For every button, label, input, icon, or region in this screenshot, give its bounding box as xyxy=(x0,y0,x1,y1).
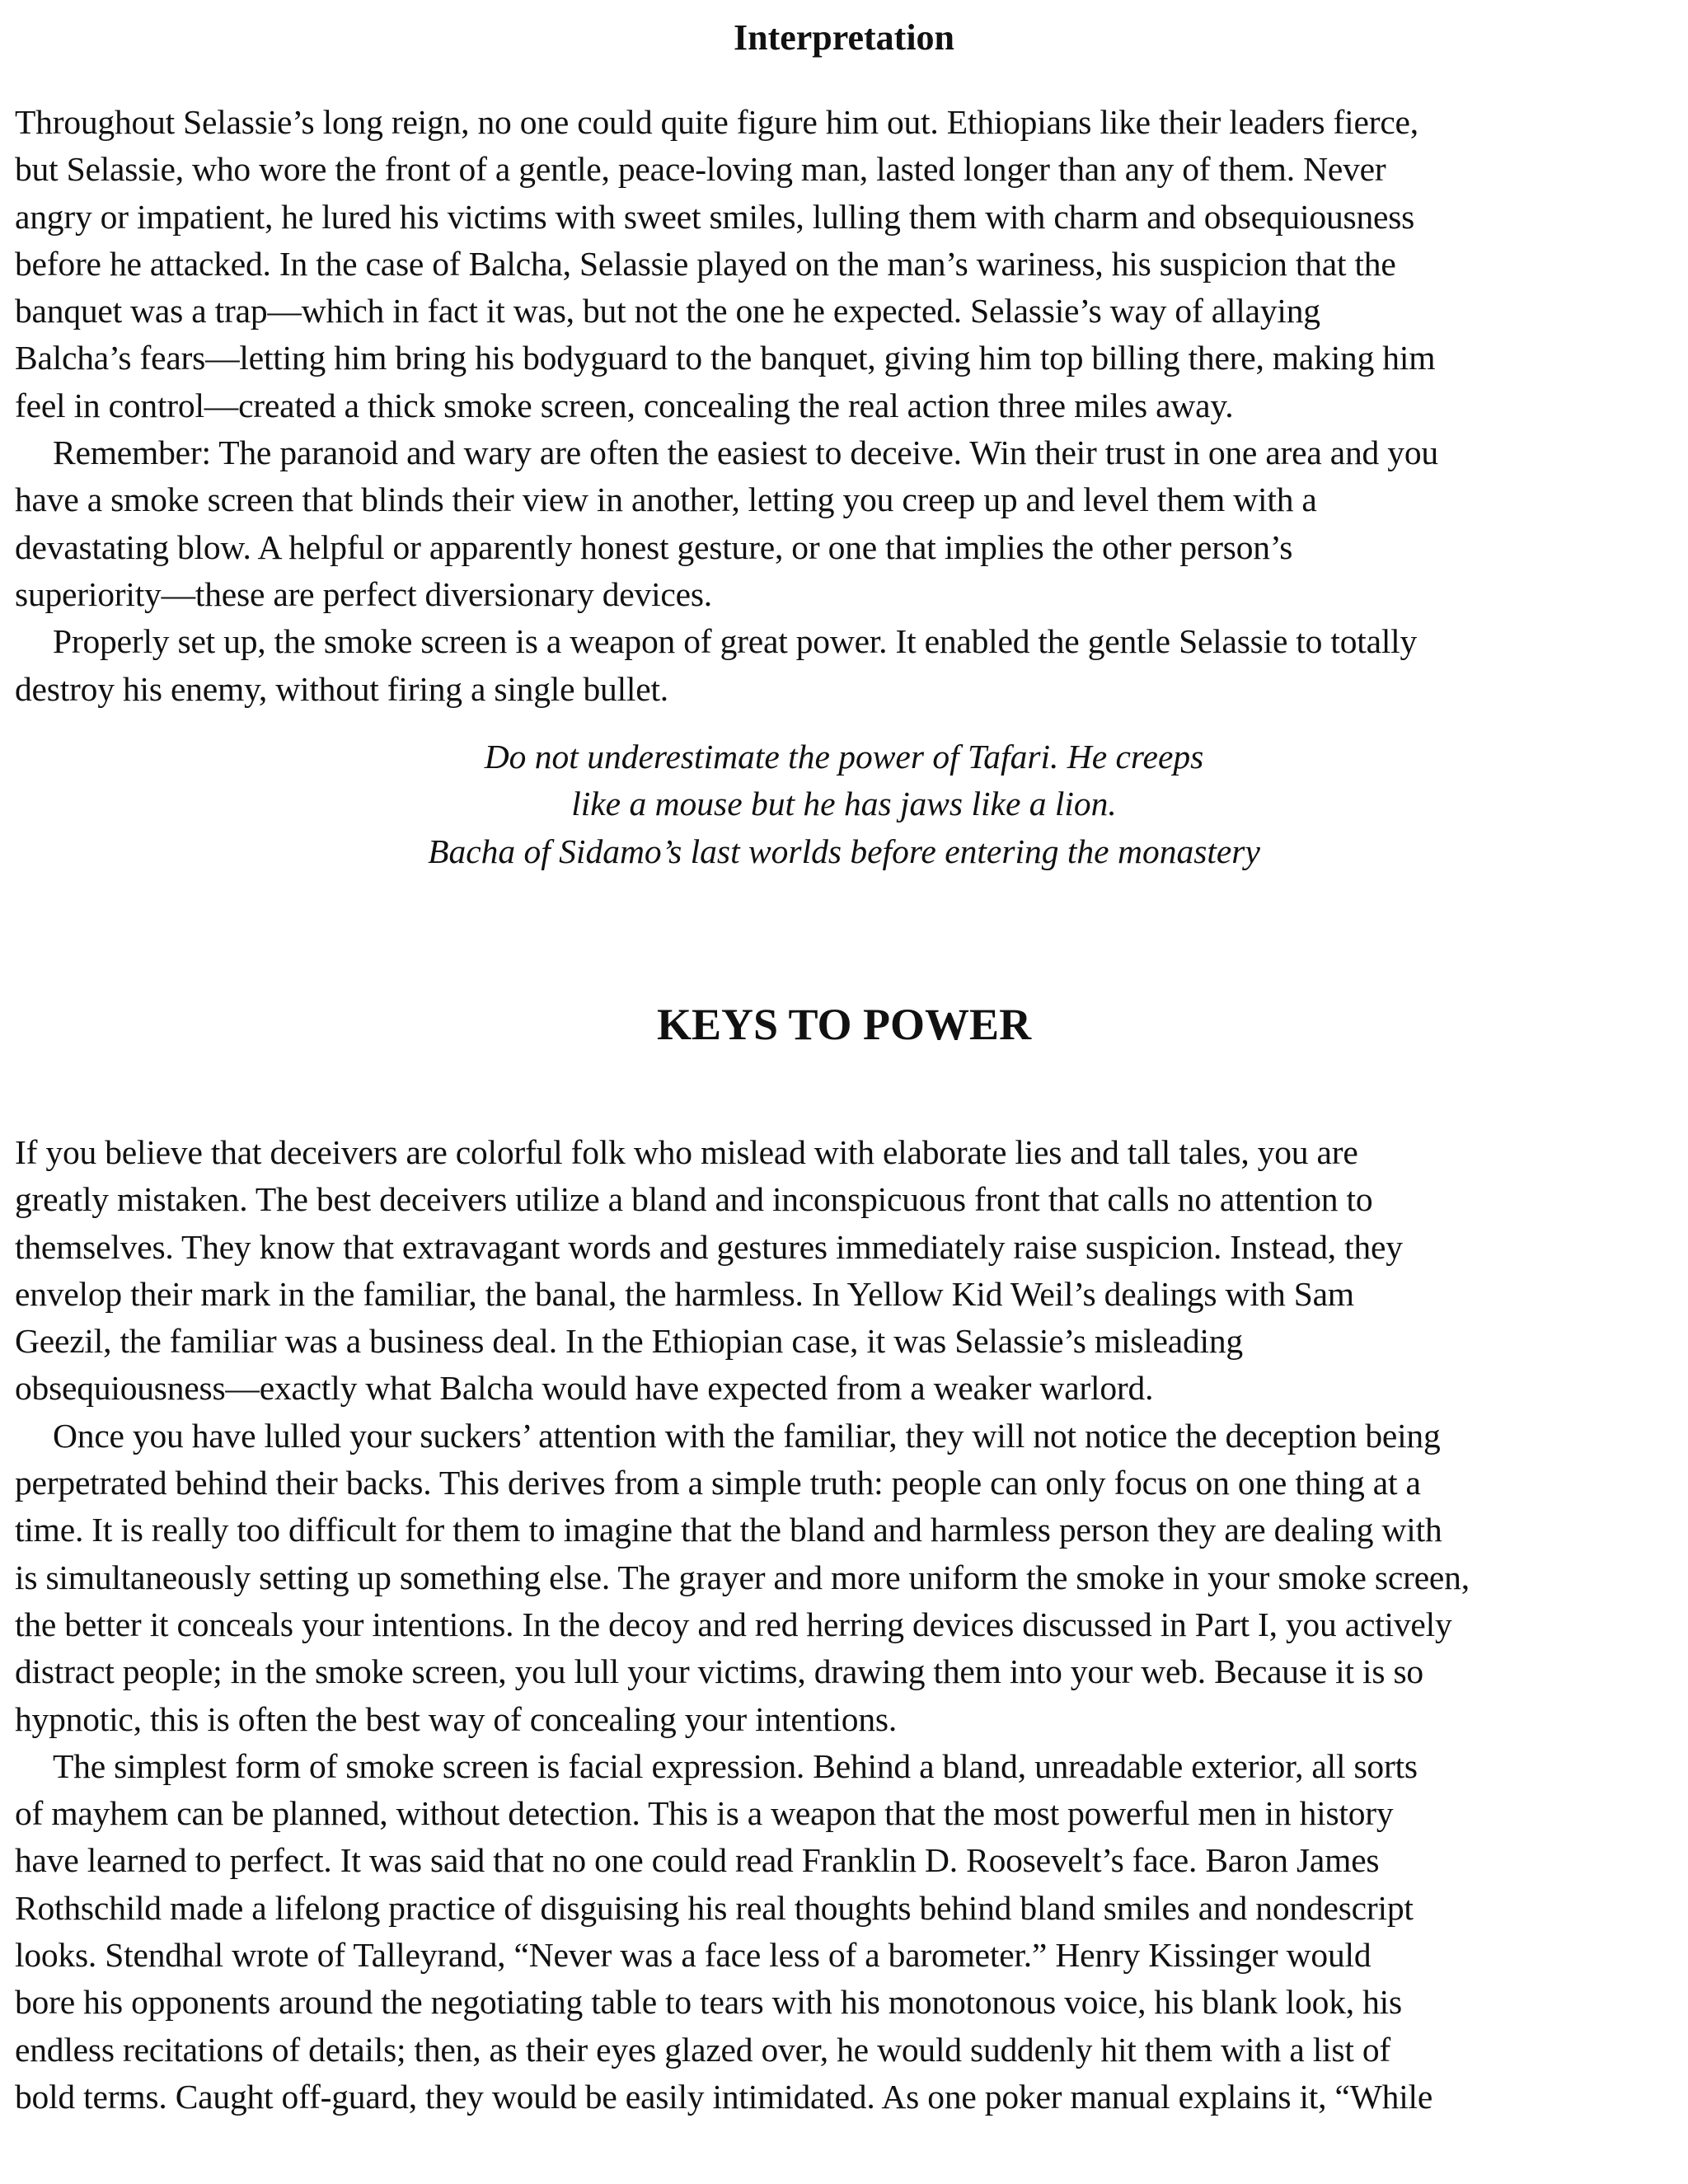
paragraph: If you believe that deceivers are colorful folk who mislead with elaborate lies and tall tales, you are greatly mistaken. The best deceivers utilize a bland and inconspicuous front that calls no attention to themselves. They know that extravagant words and gestures immediately raise suspicion. Instead, they envelop their mark in the familiar, the banal, the harmless. In Yellow Kid Weil’s dealings with Sam Geezil, the familiar was a business deal. In the Ethiopian case, it was Selassie’s misleading obsequiousness—exactly what Balcha would have expected from a weaker warlord. xyxy=(15,1133,1403,1408)
quote-attribution: Bacha of Sidamo’s last worlds before entering the monastery xyxy=(428,832,1260,870)
quote-line: Do not underestimate the power of Tafari. He creeps xyxy=(484,738,1204,776)
section-heading-interpretation: Interpretation xyxy=(733,17,955,58)
epigraph-quote xyxy=(15,733,1673,875)
paragraph: The simplest form of smoke screen is facial expression. Behind a bland, unreadable exterior, all sorts of mayhem can be planned, without detection. This is a weapon that the most powerful men in history have learned to perfect. It was said that no one could read Franklin D. Roosevelt’s face. Baron James Rothschild made a lifelong practice of disguising his real thoughts behind bland smiles and nondescript looks. Stendhal wrote of Talleyrand, “Never was a face less of a barometer.” Henry Kissinger would bore his opponents around the negotiating table to tears with his monotonous voice, his blank look, his endless recitations of details; then, as their eyes glazed over, he would suddenly hit them with a list of bold terms. Caught off-guard, they would be easily intimidated. As one poker manual explains it, “While xyxy=(15,1746,1433,2116)
quote-line: like a mouse but he has jaws like a lion. xyxy=(571,785,1117,823)
interpretation-body xyxy=(15,99,1673,713)
paragraph: Properly set up, the smoke screen is a weapon of great power. It enabled the gentle Selassie to totally destroy his enemy, without firing a single bullet. xyxy=(15,622,1418,708)
section-heading-keys-to-power: KEYS TO POWER xyxy=(656,1000,1032,1049)
paragraph: Remember: The paranoid and wary are often the easiest to deceive. Win their trust in one area and you have a smoke screen that blinds their view in another, letting you creep up and level them with a devastating blow. A helpful or apparently honest gesture, or one that implies the other person’s superiority—these are perfect diversionary devices. xyxy=(15,434,1438,613)
keys-body xyxy=(15,1129,1673,2121)
paragraph: Throughout Selassie’s long reign, no one could quite figure him out. Ethiopians like their leaders fierce, but Selassie, who wore the front of a gentle, peace-loving man, lasted longer than any of them. Never angry or impatient, he lured his victims with sweet smiles, lulling them with charm and obsequiousness before he attacked. In the case of Balcha, Selassie played on the man’s wariness, his suspicion that the banquet was a trap—which in fact it was, but not the one he expected. Selassie’s way of allaying Balcha’s fears—letting him bring his bodyguard to the banquet, giving him top billing there, making him feel in control—created a thick smoke screen, concealing the real action three miles away. xyxy=(15,103,1436,424)
paragraph: Once you have lulled your suckers’ attention with the familiar, they will not notice the deception being perpetrated behind their backs. This derives from a simple truth: people can only focus on one thing at a time. It is really too difficult for them to imagine that the bland and harmless person they are dealing with is simultaneously setting up something else. The grayer and more uniform the smoke in your smoke screen, the better it conceals your intentions. In the decoy and red herring devices discussed in Part I, you actively distract people; in the smoke screen, you lull your victims, drawing them into your web. Because it is so hypnotic, this is often the best way of concealing your intentions. xyxy=(15,1416,1470,1738)
